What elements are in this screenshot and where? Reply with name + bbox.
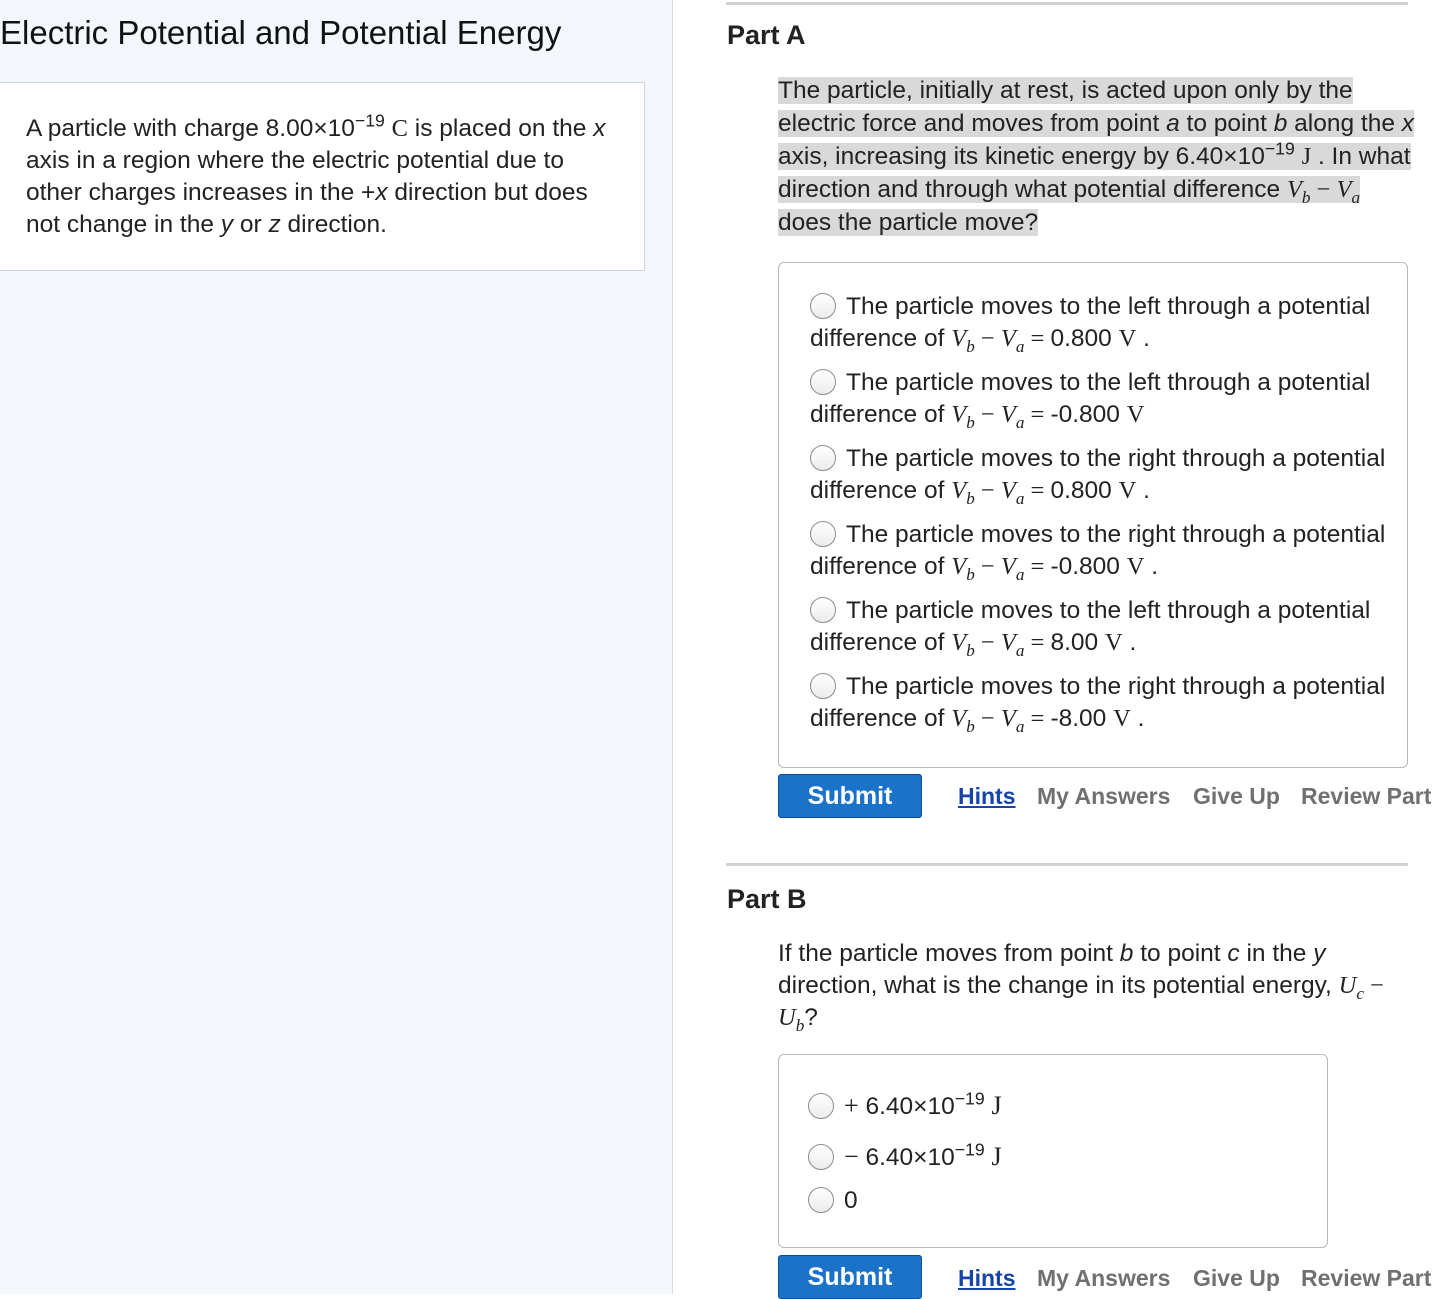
part-b-give-up-link[interactable]: Give Up bbox=[1193, 1265, 1280, 1291]
choice-item[interactable]: + $6.40\times 10^{-19}$ J bbox=[808, 1090, 1002, 1123]
intro-box bbox=[0, 82, 645, 271]
radio-button[interactable] bbox=[808, 1144, 834, 1170]
radio-button[interactable] bbox=[810, 445, 836, 471]
choice-item[interactable]: The particle moves to the right through a potential difference of $V_b - V_a = 0.800$ V . bbox=[810, 445, 1386, 508]
radio-button[interactable] bbox=[810, 673, 836, 699]
radio-button[interactable] bbox=[810, 293, 836, 319]
part-a-give-up-link[interactable]: Give Up bbox=[1193, 783, 1280, 809]
radio-button[interactable] bbox=[808, 1187, 834, 1213]
radio-button[interactable] bbox=[808, 1093, 834, 1119]
choice-item[interactable]: The particle moves to the left through a potential difference of $V_b - V_a = -0.800$ V bbox=[810, 369, 1371, 432]
part-a-divider bbox=[726, 2, 1408, 5]
part-a-my-answers-link[interactable]: My Answers bbox=[1037, 783, 1171, 809]
part-a-title: Part A bbox=[727, 20, 806, 50]
radio-button[interactable] bbox=[810, 369, 836, 395]
part-b-my-answers-link[interactable]: My Answers bbox=[1037, 1265, 1171, 1291]
part-b-title: Part B bbox=[727, 884, 807, 914]
choice-item[interactable]: The particle moves to the right through a potential difference of $V_b - V_a = -0.800$ V . bbox=[810, 521, 1386, 584]
part-b-choices bbox=[778, 1054, 1328, 1248]
part-a-submit-button[interactable]: Submit bbox=[778, 774, 922, 818]
part-a-choices bbox=[778, 262, 1408, 768]
part-a-review-part-link[interactable]: Review Part bbox=[1301, 783, 1432, 809]
choice-item[interactable]: − $6.40\times 10^{-19}$ J bbox=[808, 1141, 1002, 1174]
intro-text: A particle with charge $8.00\times 10^{-19}$ C is placed on the x axis in a region where the electric potential due to other charges increases in the +x direction but does not change in the y or z direction. bbox=[26, 110, 606, 238]
choice-item[interactable]: The particle moves to the left through a potential difference of $V_b - V_a = 0.800$ V . bbox=[810, 293, 1371, 356]
choice-item[interactable]: The particle moves to the left through a potential difference of $V_b - V_a = 8.00$ V . bbox=[810, 597, 1371, 660]
part-b-review-part-link[interactable]: Review Part bbox=[1301, 1265, 1432, 1291]
part-a-hints-link[interactable]: Hints bbox=[958, 783, 1016, 809]
part-b-question: If the particle moves from point b to point c in the y direction, what is the change in its potential energy, $U_c - U_b$? bbox=[778, 940, 1384, 1035]
radio-button[interactable] bbox=[810, 597, 836, 623]
part-b-divider bbox=[726, 863, 1408, 866]
part-a-question: The particle, initially at rest, is acted upon only by the electric force and moves from point a to point b along the x axis, increasing its kinetic energy by $6.40\times 10^{-19}$ J . In what direction and through what potential difference $V_b - V_a$ does the particle move? bbox=[778, 77, 1415, 236]
page-title: Electric Potential and Potential Energy bbox=[0, 14, 562, 51]
choice-item[interactable]: The particle moves to the right through a potential difference of $V_b - V_a = -8.00$ V . bbox=[810, 673, 1386, 736]
problem-intro-panel bbox=[0, 0, 673, 1294]
part-b-hints-link[interactable]: Hints bbox=[958, 1265, 1016, 1291]
radio-button[interactable] bbox=[810, 521, 836, 547]
part-b-submit-button[interactable]: Submit bbox=[778, 1255, 922, 1299]
choice-item[interactable]: 0 bbox=[808, 1185, 858, 1217]
